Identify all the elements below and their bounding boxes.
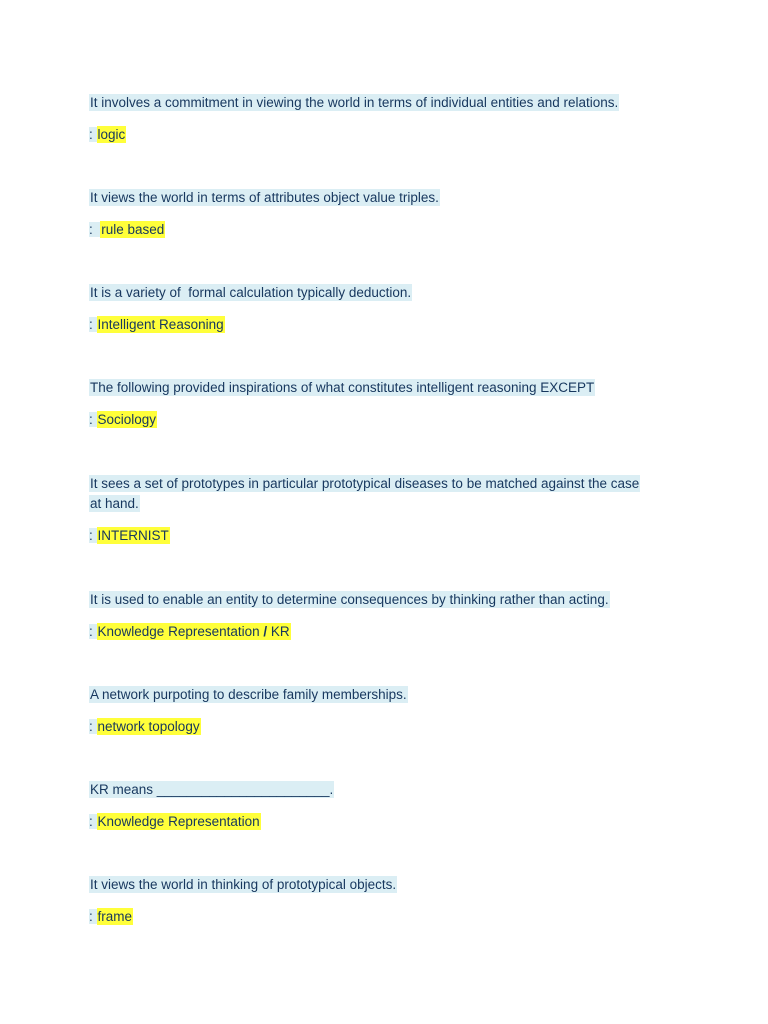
answer-text: : Knowledge Representation <box>89 814 260 829</box>
qa-item <box>89 378 689 430</box>
question-text: The following provided inspirations of what constitutes intelligent reasoning EXCEPT <box>90 380 595 395</box>
answer-highlight: frame <box>97 909 133 924</box>
question-text: It is used to enable an entity to determine consequences by thinking rather than acting. <box>90 592 609 607</box>
answer-highlight: Knowledge Representation <box>97 814 260 829</box>
answer-highlight: rule based <box>101 222 165 237</box>
question-text: It involves a commitment in viewing the world in terms of individual entities and relations. <box>90 95 619 110</box>
question-text: It views the world in thinking of prototypical objects. <box>90 877 397 892</box>
answer-text: : logic <box>89 127 126 142</box>
answer-text: : frame <box>89 909 133 924</box>
question-text: It is a variety of formal calculation typically deduction. <box>90 285 412 300</box>
question-text: A network purpoting to describe family memberships. <box>90 687 407 702</box>
question-text: It sees a set of prototypes in particular prototypical diseases to be matched against the case <box>90 476 640 491</box>
answer-text: : Knowledge Representation / KR <box>89 624 290 639</box>
answer-highlight: Knowledge Representation / KR <box>97 624 290 639</box>
answer-text: : INTERNIST <box>89 528 169 543</box>
answer-highlight: network topology <box>97 719 200 734</box>
qa-item <box>89 474 689 546</box>
qa-item <box>89 188 689 240</box>
qa-item <box>89 780 689 832</box>
question-text: It views the world in terms of attributes object value triples. <box>90 190 439 205</box>
qa-item <box>89 590 689 642</box>
question-text-continued: at hand. <box>90 496 139 511</box>
answer-text: : Sociology <box>89 412 157 427</box>
answer-text: : Intelligent Reasoning <box>89 317 224 332</box>
qa-item <box>89 93 689 145</box>
answer-highlight: INTERNIST <box>97 528 169 543</box>
question-text: KR means _______________________. <box>90 782 334 797</box>
answer-highlight: logic <box>97 127 126 142</box>
answer-text: : rule based <box>89 222 165 237</box>
qa-item <box>89 283 689 335</box>
answer-highlight: Sociology <box>97 412 157 427</box>
qa-item <box>89 875 689 927</box>
qa-item <box>89 685 689 737</box>
answer-text: : network topology <box>89 719 200 734</box>
answer-highlight: Intelligent Reasoning <box>97 317 224 332</box>
